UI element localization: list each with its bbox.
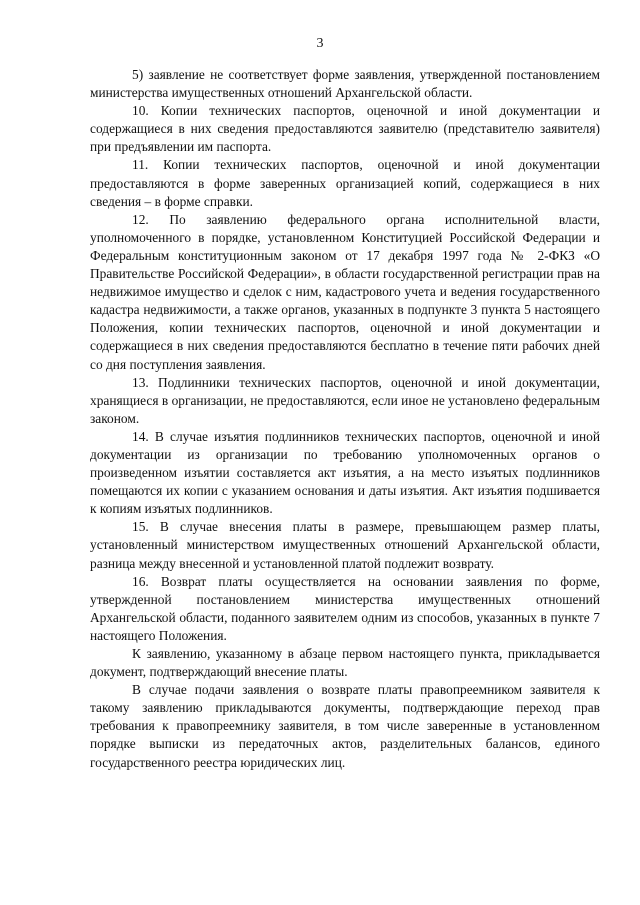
- page-number: 3: [316, 36, 324, 51]
- paragraph-16-attachment: К заявлению, указанному в абзаце первом настоящего пункта, прикладывается документ, подтверждающий внесение платы.: [90, 646, 600, 680]
- paragraph-item-5-condition: 5) заявление не соответствует форме заявления, утвержденной постановлением министерства имущественных отношений Архангельской области.: [90, 67, 600, 101]
- document-body: [90, 66, 600, 772]
- paragraph-15-overpayment: 15. В случае внесения платы в размере, превышающем размер платы, установленный министерством имущественных отношений Архангельской области, разница между внесенной и установленной платой подлежит возврату.: [90, 519, 600, 571]
- paragraph-10-copies-to-applicant: 10. Копии технических паспортов, оценочной и иной документации и содержащиеся в них сведения предоставляются заявителю (представителю заявителя) при предъявлении им паспорта.: [90, 103, 600, 155]
- paragraph-11-certified-copies: 11. Копии технических паспортов, оценочной и иной документации предоставляются в форме заверенных организацией копий, содержащиеся в них сведения – в форме справки.: [90, 157, 600, 209]
- paragraph-12-federal-requests: 12. По заявлению федерального органа исполнительной власти, уполномоченного в порядке, установленном Конституцией Российской Федерации и Федеральным конституционным законом от 17 декабря 1997 года № 2-ФКЗ «О Правительстве Российской Федерации», в области государственной регистрации прав на недвижимое имущество и сделок с ним, кадастрового учета и ведения государственного кадастра недвижимости, а также органов, указанных в подпункте 3 пункта 5 настоящего Положения, копии технических паспортов, оценочной и иной документации и содержащиеся в них сведения предоставляются бесплатно в течение пяти рабочих дней со дня поступления заявления.: [90, 211, 600, 372]
- paragraph-16-refund: 16. Возврат платы осуществляется на основании заявления по форме, утвержденной постановлением министерства имущественных отношений Архангельской области, поданного заявителем одним из способов, указанных в пункте 7 настоящего Положения.: [90, 573, 600, 643]
- paragraph-14-seizure: 14. В случае изъятия подлинников технических паспортов, оценочной и иной документации из организации по требованию уполномоченных органов о произведенном изъятии составляется акт изъятия, а на место изъятых подлинников помещаются их копии с указанием основания и даты изъятия. Акт изъятия подшивается к копиям изъятых подлинников.: [90, 428, 600, 517]
- paragraph-16-successor: В случае подачи заявления о возврате платы правопреемником заявителя к такому заявлению прикладываются документы, подтверждающие переход прав требования к правопреемнику заявителя, в том числе заверенные в установленном порядке выписки из передаточных актов, разделительных балансов, единого государственного реестра юридических лиц.: [90, 682, 600, 770]
- paragraph-13-originals: 13. Подлинники технических паспортов, оценочной и иной документации, хранящиеся в организации, не предоставляются, если иное не установлено федеральным законом.: [90, 374, 600, 426]
